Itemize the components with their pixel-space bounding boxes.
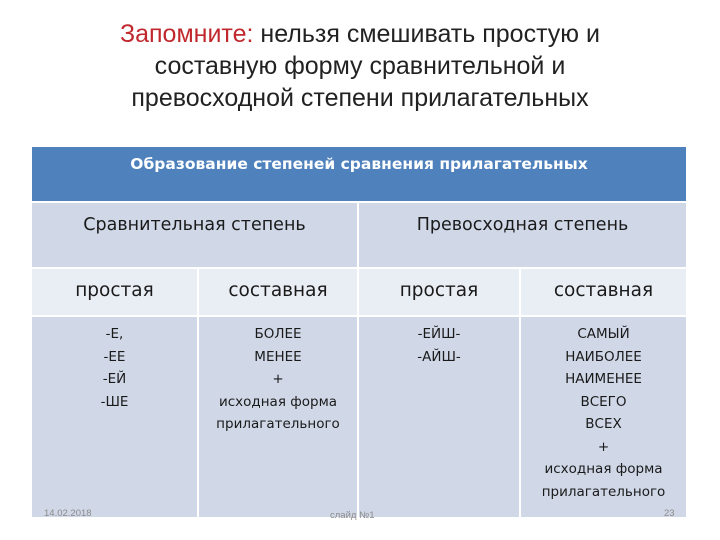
cell-line: + xyxy=(597,438,610,455)
examples-row xyxy=(32,316,686,517)
title-lead: Запомните: xyxy=(120,20,254,48)
cell-line: МЕНЕЕ xyxy=(254,348,302,365)
footer-slide: слайд №1 xyxy=(330,510,375,521)
table-header-row xyxy=(32,147,686,202)
cell-line: -Е, xyxy=(105,326,124,342)
degree-superlative: Превосходная степень xyxy=(358,202,686,268)
cell-line: прилагательного xyxy=(541,483,666,500)
cell-superlative-simple xyxy=(358,316,520,517)
cell-line: ВСЕХ xyxy=(585,416,622,432)
form-superlative-compound: составная xyxy=(520,268,686,316)
footer-page-number: 23 xyxy=(664,508,675,519)
title-text-line3: превосходной степени прилагательных xyxy=(131,84,589,112)
form-superlative-simple: простая xyxy=(358,268,520,316)
title-text-line1: нельзя смешивать простую и xyxy=(253,20,600,48)
cell-line: + xyxy=(272,371,284,387)
cell-line: исходная форма xyxy=(218,393,338,410)
cell-line: исходная форма xyxy=(544,461,663,477)
slide-title xyxy=(40,18,680,114)
cell-comparative-compound xyxy=(198,316,358,517)
footer-date: 14.02.2018 xyxy=(44,508,92,519)
form-row xyxy=(32,268,686,316)
degrees-table xyxy=(32,147,686,517)
cell-line: НАИБОЛЕЕ xyxy=(565,348,642,365)
cell-line: -ШЕ xyxy=(100,393,129,410)
title-text-line2: составную форму сравнительной и xyxy=(154,52,566,80)
form-comparative-simple: простая xyxy=(32,268,198,316)
cell-comparative-simple xyxy=(32,316,198,517)
cell-line: -ЕЙ xyxy=(102,371,127,387)
degree-comparative: Сравнительная степень xyxy=(32,202,358,268)
table-header: Образование степеней сравнения прилагательных xyxy=(32,147,686,202)
cell-line: НАИМЕНЕЕ xyxy=(565,371,642,387)
cell-line: -АЙШ- xyxy=(417,348,461,365)
cell-line: ВСЕГО xyxy=(580,393,627,410)
cell-line: САМЫЙ xyxy=(577,326,630,342)
cell-line: -ЕЕ xyxy=(103,348,126,365)
form-comparative-compound: составная xyxy=(198,268,358,316)
cell-line: БОЛЕЕ xyxy=(254,326,302,342)
cell-line: прилагательного xyxy=(216,416,340,432)
cell-superlative-compound xyxy=(520,316,686,517)
cell-line: -ЕЙШ- xyxy=(417,326,461,342)
degree-row xyxy=(32,202,686,268)
